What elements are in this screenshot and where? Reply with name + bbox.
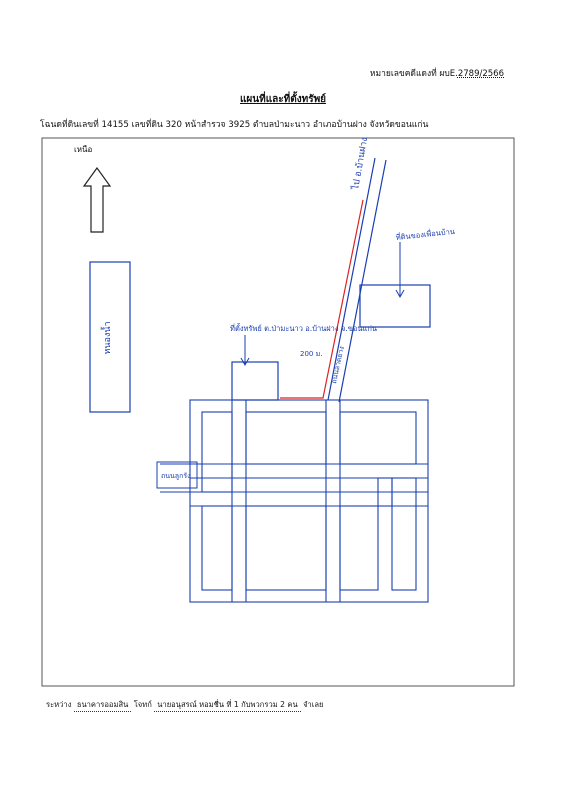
route-line: [280, 200, 363, 398]
defendant-name: นายอนุสรณ์ หอมชื่น ที่ 1 กับพวกรวม 2 คน: [154, 699, 300, 712]
plaintiff-name: ธนาคารออมสิน: [74, 699, 131, 712]
road-side-label: ถนนลาดยาง: [330, 345, 346, 385]
plot-grid: [160, 400, 428, 602]
document-title: แผนที่และที่ตั้งทรัพย์: [239, 94, 327, 105]
property-parcel: [232, 362, 278, 400]
property-label: ที่ตั้งทรัพย์ ต.ป่ามะนาว อ.บ้านฝาง จ.ขอนแก่น: [230, 324, 377, 333]
deed-description: โฉนดที่ดินเลขที่ 14155 เลขที่ดิน 320 หน้าสำรวจ 3925 ตำบลป่ามะนาว อำเภอบ้านฝาง จังหวัดขอนแก่น: [40, 120, 429, 130]
left-road-label: ถนนลูกรัง: [161, 472, 191, 480]
case-number-label: หมายเลขคดีแดงที่ ผบE.: [369, 69, 458, 79]
defendant-role: จำเลย: [303, 700, 324, 709]
case-number-value: 2789/2566: [457, 69, 504, 79]
plaintiff-role: โจทก์: [133, 700, 152, 709]
neighbor-parcel: [360, 285, 430, 327]
pond-label: หนองน้ำ: [103, 321, 113, 355]
distance-label: 200 ม.: [300, 350, 323, 358]
road-direction-label: ไป อ.บ้านฝาง: [351, 136, 371, 191]
case-parties: [46, 699, 496, 712]
north-arrow-icon: [84, 168, 110, 232]
between-label: ระหว่าง: [46, 700, 72, 709]
north-label: เหนือ: [74, 145, 93, 154]
neighbor-label: ที่ดินของเพื่อนบ้าน: [395, 226, 456, 242]
